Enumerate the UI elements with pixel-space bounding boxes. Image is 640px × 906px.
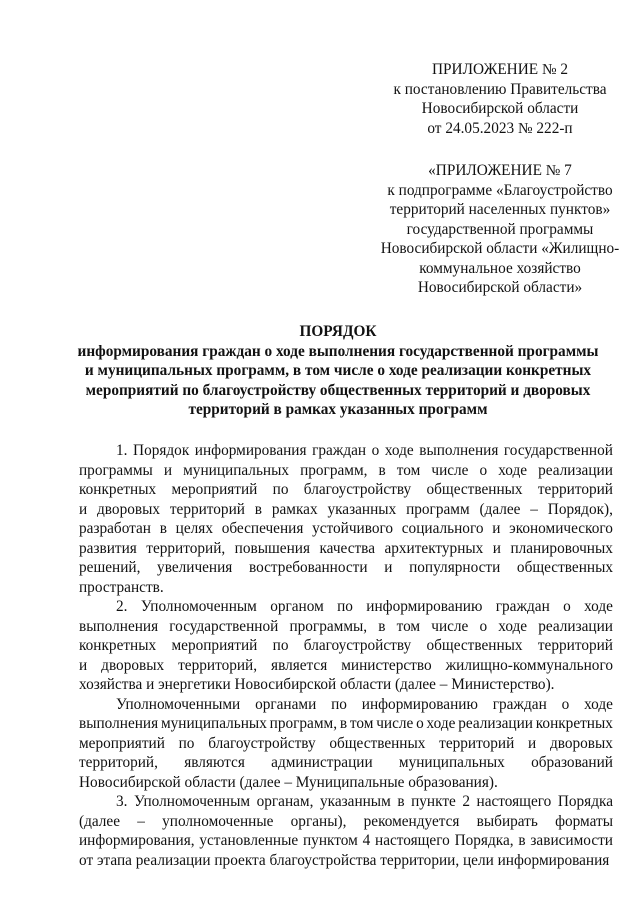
document-body: [79, 441, 613, 870]
title-heading: ПОРЯДОК: [299, 323, 377, 340]
paragraph-line: (далее – уполномоченные органы), рекомендуется выбирать форматы: [79, 812, 613, 830]
appendix-sub-line: коммунальное хозяйство: [419, 259, 581, 277]
paragraph-line: программы и муниципальных программ, в том числе о ходе реализации: [79, 461, 613, 479]
paragraph-line: выполнения муниципальных программ, в том числе о ходе реализации конкретных: [79, 715, 613, 732]
paragraph-line: хозяйства и энергетики Новосибирской области (далее – Министерство).: [79, 676, 555, 693]
body-paragraph: [79, 441, 613, 597]
paragraph-line: Новосибирской области (далее – Муниципальные образования).: [79, 773, 498, 791]
title-line: информирования граждан о ходе выполнения государственной программы: [77, 342, 599, 360]
document-title: [60, 322, 616, 420]
paragraph-line: 3. Уполномоченным органам, указанным в пункте 2 настоящего Порядка: [116, 793, 613, 810]
paragraph-line: территорий, являются администрации муниципальных образований: [79, 754, 613, 771]
paragraph-line: решений, увеличения востребованности и популярности общественных: [79, 559, 613, 576]
appendix-main-line: к постановлению Правительства: [393, 80, 607, 98]
body-paragraph: [79, 695, 613, 793]
paragraph-line: 2. Уполномоченным органом по информированию граждан о ходе: [116, 598, 613, 615]
paragraph-line: разработан в целях обеспечения устойчивого социального и экономического: [79, 520, 613, 537]
appendix-sub-line: государственной программы: [406, 220, 594, 238]
title-line: и муниципальных программ, в том числе о ходе реализации конкретных: [84, 362, 592, 379]
appendix-main-header: [360, 60, 640, 138]
paragraph-line: развития территорий, повышения качества архитектурных и планировочных: [79, 539, 613, 557]
appendix-main-line: от 24.05.2023 № 222-п: [427, 119, 573, 137]
paragraph-line: от этапа реализации проекта благоустройства территории, цели информирования: [79, 851, 610, 869]
paragraph-line: информирования, установленные пунктом 4 настоящего Порядка, в зависимости: [79, 832, 613, 849]
title-line: мероприятий по благоустройству общественных территорий и дворовых: [85, 381, 591, 399]
appendix-sub-line: Новосибирской области «Жилищно-: [380, 240, 620, 257]
title-line: территорий в рамках указанных программ: [188, 401, 488, 418]
paragraph-line: мероприятий по благоустройству общественных территорий и дворовых: [79, 734, 613, 752]
appendix-sub-line: Новосибирской области»: [417, 279, 583, 296]
appendix-sub-line: территорий населенных пунктов»: [389, 201, 611, 218]
paragraph-line: конкретных мероприятий по благоустройству общественных территорий: [79, 637, 613, 654]
appendix-main-line: Новосибирской области: [421, 100, 579, 117]
body-paragraph: [79, 792, 613, 870]
appendix-sub-line: к подпрограмме «Благоустройство: [387, 181, 613, 199]
paragraph-line: Уполномоченными органами по информированию граждан о ходе: [116, 695, 613, 713]
body-paragraph: [79, 597, 613, 695]
paragraph-line: конкретных мероприятий по благоустройству общественных территорий: [79, 481, 613, 498]
paragraph-line: выполнения государственной программы, в том числе о ходе реализации: [79, 617, 613, 635]
appendix-main-line: ПРИЛОЖЕНИЕ № 2: [431, 61, 569, 78]
paragraph-line: и дворовых территорий в рамках указанных программ (далее – Порядок),: [79, 500, 613, 518]
paragraph-line: и дворовых территорий, является министерство жилищно-коммунального: [79, 656, 613, 674]
appendix-sub-line: «ПРИЛОЖЕНИЕ № 7: [428, 162, 572, 179]
paragraph-line: пространств.: [79, 578, 164, 596]
appendix-sub-header: [360, 161, 640, 298]
paragraph-line: 1. Порядок информирования граждан о ходе выполнения государственной: [116, 442, 613, 459]
